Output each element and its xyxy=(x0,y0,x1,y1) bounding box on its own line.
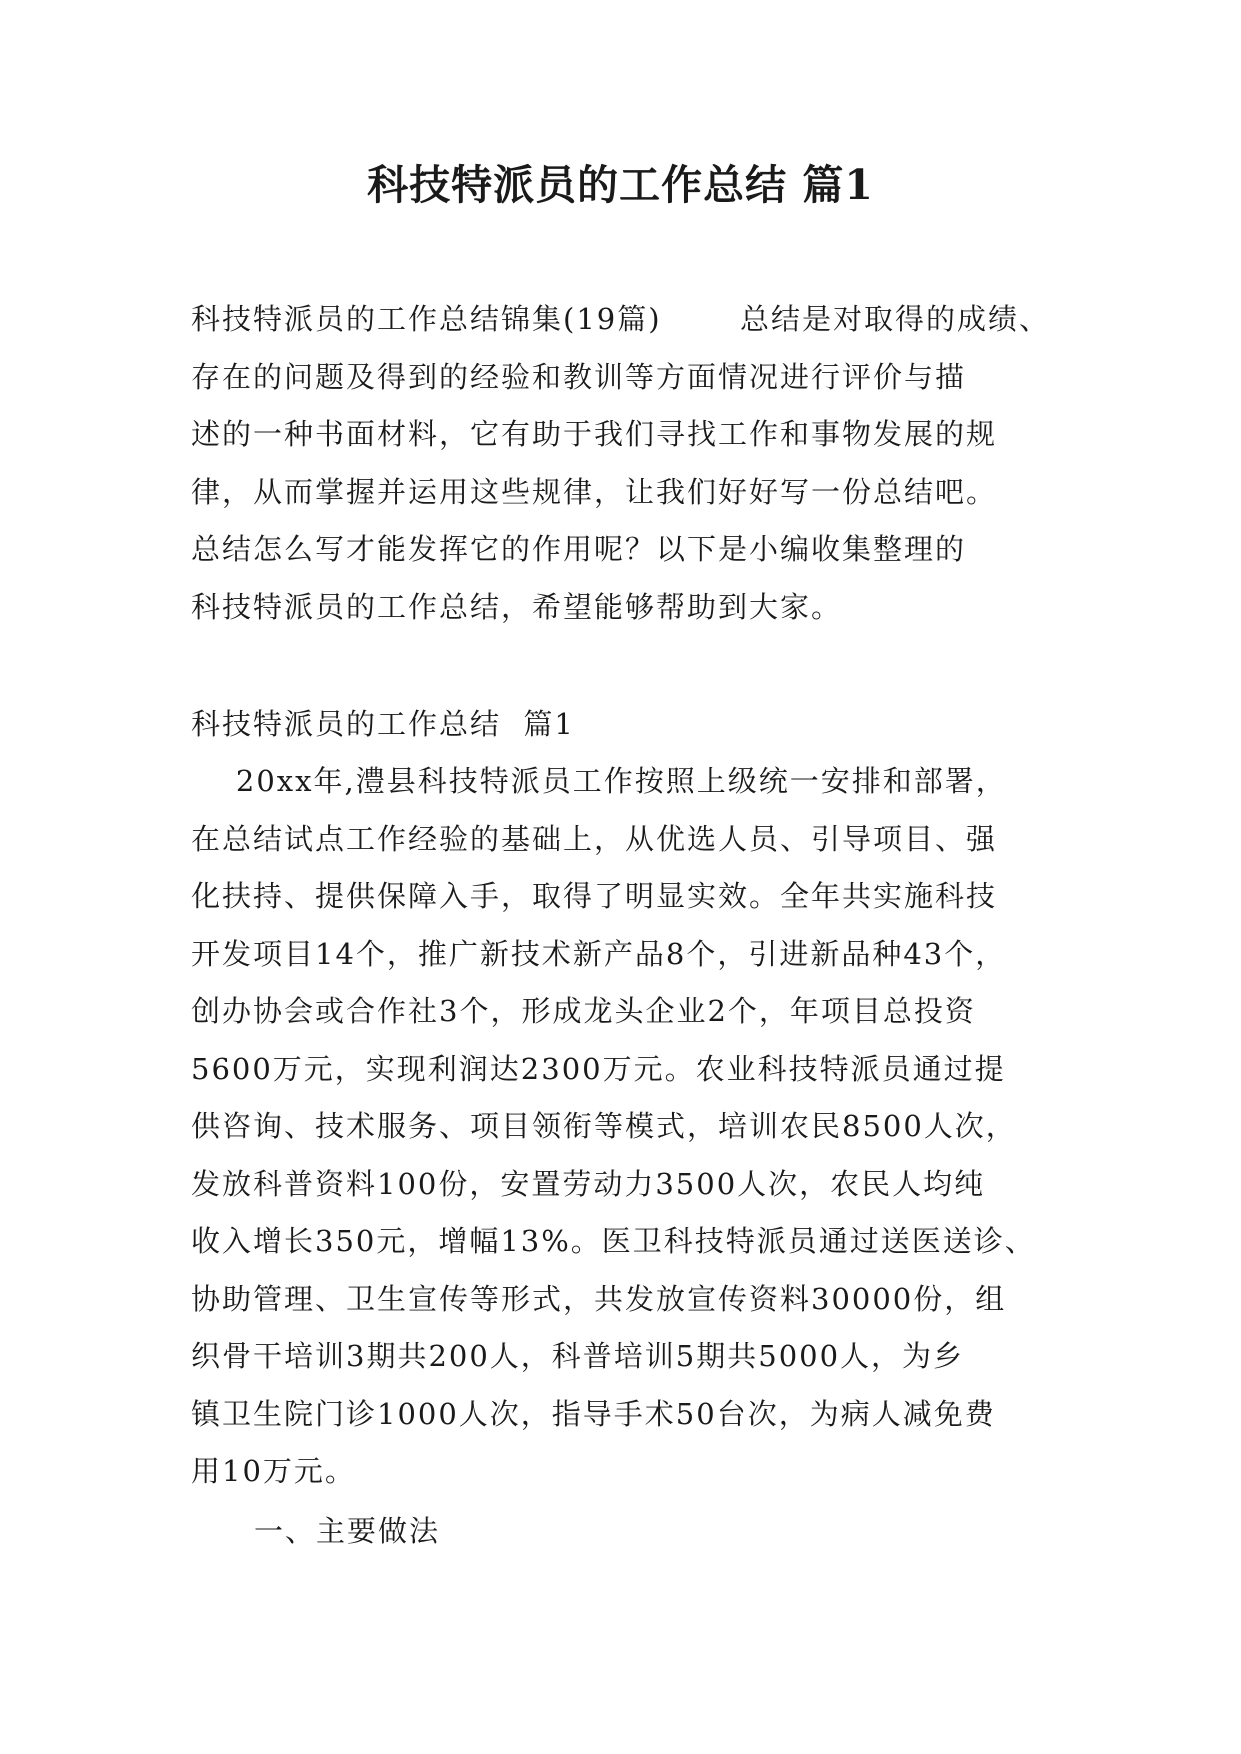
intro-line: 科技特派员的工作总结锦集(19篇) 总结是对取得的成绩、 xyxy=(191,302,1051,336)
sub-heading: 一、主要做法 xyxy=(254,1514,441,1548)
intro-paragraph xyxy=(191,291,1071,636)
main-line: 镇卫生院门诊1000人次，指导手术50台次，为病人减免费 xyxy=(191,1396,996,1431)
main-line: 供咨询、技术服务、项目领衔等模式，培训农民8500人次， xyxy=(191,1109,1017,1143)
main-line: 化扶持、提供保障入手，取得了明显实效。全年共实施科技 xyxy=(191,879,998,913)
main-line: 发放科普资料100份，安置劳动力3500人次，农民人均纯 xyxy=(191,1166,986,1201)
intro-line: 律，从而掌握并运用这些规律，让我们好好写一份总结吧。 xyxy=(191,474,998,509)
document-title: 科技特派员的工作总结 篇1 xyxy=(367,161,874,209)
main-line: 在总结试点工作经验的基础上，从优选人员、引导项目、强 xyxy=(191,821,998,856)
main-line: 织骨干培训3期共200人，科普培训5期共5000人，为乡 xyxy=(191,1339,965,1373)
main-line: 5600万元，实现利润达2300万元。农业科技特派员通过提 xyxy=(191,1051,1006,1086)
section-heading: 科技特派员的工作总结 篇1 xyxy=(191,707,575,741)
intro-line: 存在的问题及得到的经验和教训等方面情况进行评价与描 xyxy=(191,359,967,394)
main-paragraph xyxy=(191,753,1071,1501)
main-line: 创办协会或合作社3个，形成龙头企业2个，年项目总投资 xyxy=(191,994,976,1028)
intro-line: 科技特派员的工作总结，希望能够帮助到大家。 xyxy=(191,589,843,624)
intro-line: 总结怎么写才能发挥它的作用呢？以下是小编收集整理的 xyxy=(191,532,967,566)
main-line: 开发项目14个，推广新技术新产品8个，引进新品种43个， xyxy=(191,936,1007,971)
main-line: 用10万元。 xyxy=(191,1454,356,1488)
intro-line: 述的一种书面材料，它有助于我们寻找工作和事物发展的规 xyxy=(191,417,998,451)
main-line: 20xx年,澧县科技特派员工作按照上级统一安排和部署， xyxy=(191,764,1007,798)
main-line: 收入增长350元，增幅13%。医卫科技特派员通过送医送诊、 xyxy=(191,1224,1036,1258)
main-line: 协助管理、卫生宣传等形式，共发放宣传资料30000份，组 xyxy=(191,1281,1007,1316)
